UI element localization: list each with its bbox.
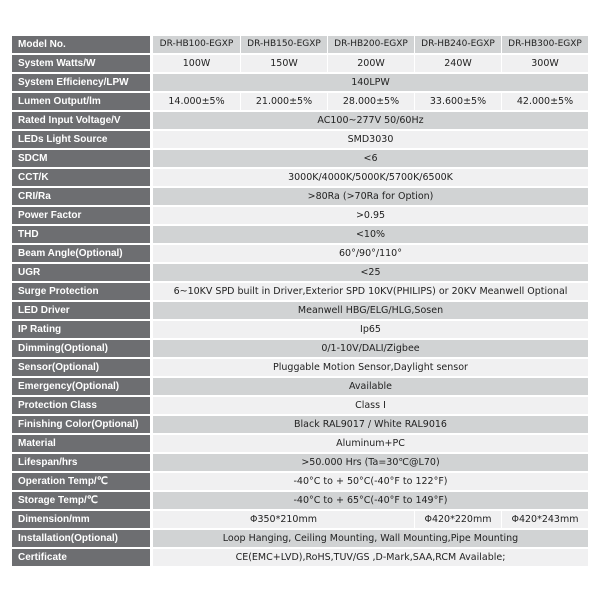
spec-label: Installation(Optional) [12,530,153,547]
spec-row [12,283,588,300]
spec-label: CRI/Ra [12,188,153,205]
spec-value: 240W [414,55,501,72]
spec-value: Φ350*210mm [153,511,414,528]
spec-value: SMD3030 [153,131,588,148]
spec-value: 14.000±5% [153,93,240,110]
spec-row [12,226,588,243]
spec-label: LEDs Light Source [12,131,153,148]
spec-label: System Watts/W [12,55,153,72]
spec-label: CCT/K [12,169,153,186]
spec-row [12,55,588,72]
spec-label: Rated Input Voltage/V [12,112,153,129]
spec-value: <25 [153,264,588,281]
spec-row [12,397,588,414]
spec-label: LED Driver [12,302,153,319]
spec-value: 140LPW [153,74,588,91]
spec-label: THD [12,226,153,243]
spec-row [12,169,588,186]
spec-label: Surge Protection [12,283,153,300]
spec-value: 42.000±5% [501,93,588,110]
spec-value: Loop Hanging, Ceiling Mounting, Wall Mounting,Pipe Mounting [153,530,588,547]
spec-value: 200W [327,55,414,72]
spec-table [12,34,588,568]
spec-row [12,549,588,566]
spec-value: Available [153,378,588,395]
spec-row [12,150,588,167]
spec-row [12,473,588,490]
spec-value: DR-HB150-EGXP [240,36,327,53]
spec-row [12,131,588,148]
spec-value: 0/1-10V/DALI/Zigbee [153,340,588,357]
spec-label: Certificate [12,549,153,566]
spec-value: Ip65 [153,321,588,338]
spec-value: 60°/90°/110° [153,245,588,262]
spec-value: Meanwell HBG/ELG/HLG,Sosen [153,302,588,319]
spec-value: CE(EMC+LVD),RoHS,TUV/GS ,D-Mark,SAA,RCM Available; [153,549,588,566]
spec-label: SDCM [12,150,153,167]
spec-value: 300W [501,55,588,72]
spec-label: Operation Temp/℃ [12,473,153,490]
spec-row [12,302,588,319]
spec-row [12,207,588,224]
spec-label: Power Factor [12,207,153,224]
spec-value: <6 [153,150,588,167]
spec-label: Emergency(Optional) [12,378,153,395]
spec-row [12,74,588,91]
spec-row [12,378,588,395]
spec-value: 6~10KV SPD built in Driver,Exterior SPD 10KV(PHILIPS) or 20KV Meanwell Optional [153,283,588,300]
spec-value: 33.600±5% [414,93,501,110]
spec-label: Material [12,435,153,452]
spec-row [12,188,588,205]
spec-value: 100W [153,55,240,72]
spec-value: Black RAL9017 / White RAL9016 [153,416,588,433]
spec-row [12,245,588,262]
spec-row [12,359,588,376]
spec-row [12,264,588,281]
spec-label: System Efficiency/LPW [12,74,153,91]
spec-label: Beam Angle(Optional) [12,245,153,262]
spec-label: Lifespan/hrs [12,454,153,471]
spec-value: -40°C to + 50°C(-40°F to 122°F) [153,473,588,490]
spec-row [12,36,588,53]
spec-row [12,416,588,433]
spec-row [12,435,588,452]
spec-row [12,492,588,509]
spec-label: Finishing Color(Optional) [12,416,153,433]
spec-label: Storage Temp/℃ [12,492,153,509]
spec-label: Sensor(Optional) [12,359,153,376]
spec-row [12,530,588,547]
spec-label: Model No. [12,36,153,53]
spec-value: 28.000±5% [327,93,414,110]
spec-label: UGR [12,264,153,281]
spec-row [12,321,588,338]
spec-value: 21.000±5% [240,93,327,110]
spec-label: Protection Class [12,397,153,414]
spec-value: Pluggable Motion Sensor,Daylight sensor [153,359,588,376]
spec-label: IP Rating [12,321,153,338]
spec-row [12,454,588,471]
spec-value: Class Ⅰ [153,397,588,414]
spec-row [12,93,588,110]
spec-value: Φ420*220mm [414,511,501,528]
spec-value: >80Ra (>70Ra for Option) [153,188,588,205]
spec-value: <10% [153,226,588,243]
spec-label: Dimming(Optional) [12,340,153,357]
spec-value: Φ420*243mm [501,511,588,528]
spec-row [12,112,588,129]
spec-value: 3000K/4000K/5000K/5700K/6500K [153,169,588,186]
spec-row [12,511,588,528]
spec-value: 150W [240,55,327,72]
spec-label: Dimension/mm [12,511,153,528]
spec-value: Aluminum+PC [153,435,588,452]
spec-value: >50.000 Hrs (Ta=30℃@L70) [153,454,588,471]
spec-table-body [12,36,588,566]
spec-value: AC100~277V 50/60Hz [153,112,588,129]
spec-row [12,340,588,357]
spec-value: DR-HB100-EGXP [153,36,240,53]
spec-label: Lumen Output/lm [12,93,153,110]
spec-value: -40°C to + 65°C(-40°F to 149°F) [153,492,588,509]
spec-value: DR-HB200-EGXP [327,36,414,53]
spec-value: DR-HB300-EGXP [501,36,588,53]
spec-value: DR-HB240-EGXP [414,36,501,53]
spec-value: >0.95 [153,207,588,224]
